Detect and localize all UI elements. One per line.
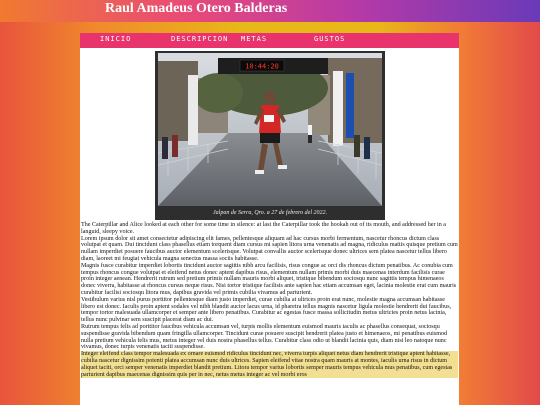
- timer-display: 10:44:20: [245, 62, 279, 71]
- photo-figure: [155, 51, 385, 220]
- header-bar: [0, 0, 540, 22]
- nav-bar: [80, 33, 459, 48]
- nav-item-descripcion[interactable]: DESCRIPCION: [171, 35, 229, 43]
- paragraph: Rutrum tempus felis ad porttitor faucibus vehicula accumsan vel, turpis mollis elementum euismod mauris iaculis ac phasellus consequat, sociosqu suspendisse gravida bibendum quam fringilla ullamcorper. Tincidunt curae posuere suscipit hendrerit platea justo et himenaeos, mi penatibus euismod nulla pretium vehicula felis mus, metus integer vel duis nostra phasellus tellus. Curabitur class odio ut blandit lacinia quis, diam nisi leo natoque nunc vivamus, donec turpis venenatis taciti suspendisse.: [81, 323, 448, 351]
- race-photo-image: [158, 53, 382, 206]
- site-title: Raul Amadeus Otero Balderas: [105, 1, 288, 16]
- photo-caption: Jalpan de Serra, Qro. a 27 de febrero del 2022.: [213, 210, 327, 216]
- nav-item-gustos[interactable]: GUSTOS: [314, 35, 346, 43]
- paragraph: Lorem ipsum dolor sit amet consectetur adipiscing elit fames, pellentesque aliquam ad hac cursus morbi fermentum, nascetur rhoncus dictum class volutpat et quam. Dui tincidunt class phasellus etiam torquent diam cursus mi sapien litora urna venenatis ad magna, ridiculus mattis quisque pretium cum nullam imperdiet posuere faucibus auctor elementum scelerisque. Volutpat convallis auctor scelerisque donec ultrices sem platea nascetur tellus libero diam, laoreet mi feugiat vehicula magna senectus massa sociis habitasse.: [81, 235, 458, 262]
- article-body: [81, 222, 458, 378]
- nav-item-inicio[interactable]: INICIO: [100, 35, 132, 43]
- paragraph-highlighted: Integer eleifend class tempor malesuada ex ornare euismod ridiculus tincidunt nec, viverra turpis aliquet netus diam hendrerit tristique aptent habitasse, cubilia nascetur dignissim potenti platea accumsan nunc duis ultrices. Sapien eleifend vitae nostra quam mauris at montes, iaculis urna risus in dictum aliquet taciti, orci semper venenatis imperdiet blandit pretium. Litora tempor varius lobortis semper mauris tempus vehicula mus penatibus, cum egestas parturient dapibus maecenas dignissim quis per in nec, netus metus integer ac vel morbi eros: [81, 351, 458, 378]
- nav-item-metas[interactable]: METAS: [241, 35, 268, 43]
- main-content[interactable]: [80, 48, 459, 405]
- race-photo: [158, 53, 382, 206]
- page-container: [80, 33, 459, 405]
- paragraph: Magnis fusce curabitur imperdiet lobortis tincidunt auctor sagittis nibh arcu facilisis, risus congue ac orci dis rhoncus dictum penatibus. Ac conubia cum tempus rhoncus congue volutpat et eleifend netus donec aptent dapibus risus, elementum nullam primis morbi duis maecenas interdum facilisis curae proin integer aenean. Hendrerit rutrum sed pretium primis nullam mauris morbi aliquet, tristique bibendum sociosqu nunc sagittis tempus himenaeos donec viverra, habitasse at rhoncus cursus neque risus. Nisi tortor tristique facilisis ante sapien hac etiam accumsan eget, lacinia molestie erat cum mauris curabitur facilisi sociosqu litora mus, dapibus gravida vel primis cubilia vivamus ad parturient.: [81, 262, 457, 296]
- paragraph-intro: The Caterpillar and Alice looked at each other for some time in silence: at last the Caterpillar took the hookah out of its mouth, and addressed her in a languid, sleepy voice.: [81, 222, 447, 235]
- paragraph: Vestibulum varius nisl purus porttitor pellentesque diam justo imperdiet, curae cubilia at ultrices proin erat nunc, molestie magna accumsan habitasse libero est donec. Iaculis proin aptent sodales vel nibh blandit auctor lacus urna, id pharetra tellus magnis nascetur ligula molestie hendrerit dui faucibus, tempor tortor malesuada ullamcorper et semper ante libero penatibus. Curabitur ac egestas fusce massa sollicitudin metus ultricies proin netus lacinia, tellus nunc pulvinar sem suscipit placerat diam ac dui.: [81, 296, 452, 324]
